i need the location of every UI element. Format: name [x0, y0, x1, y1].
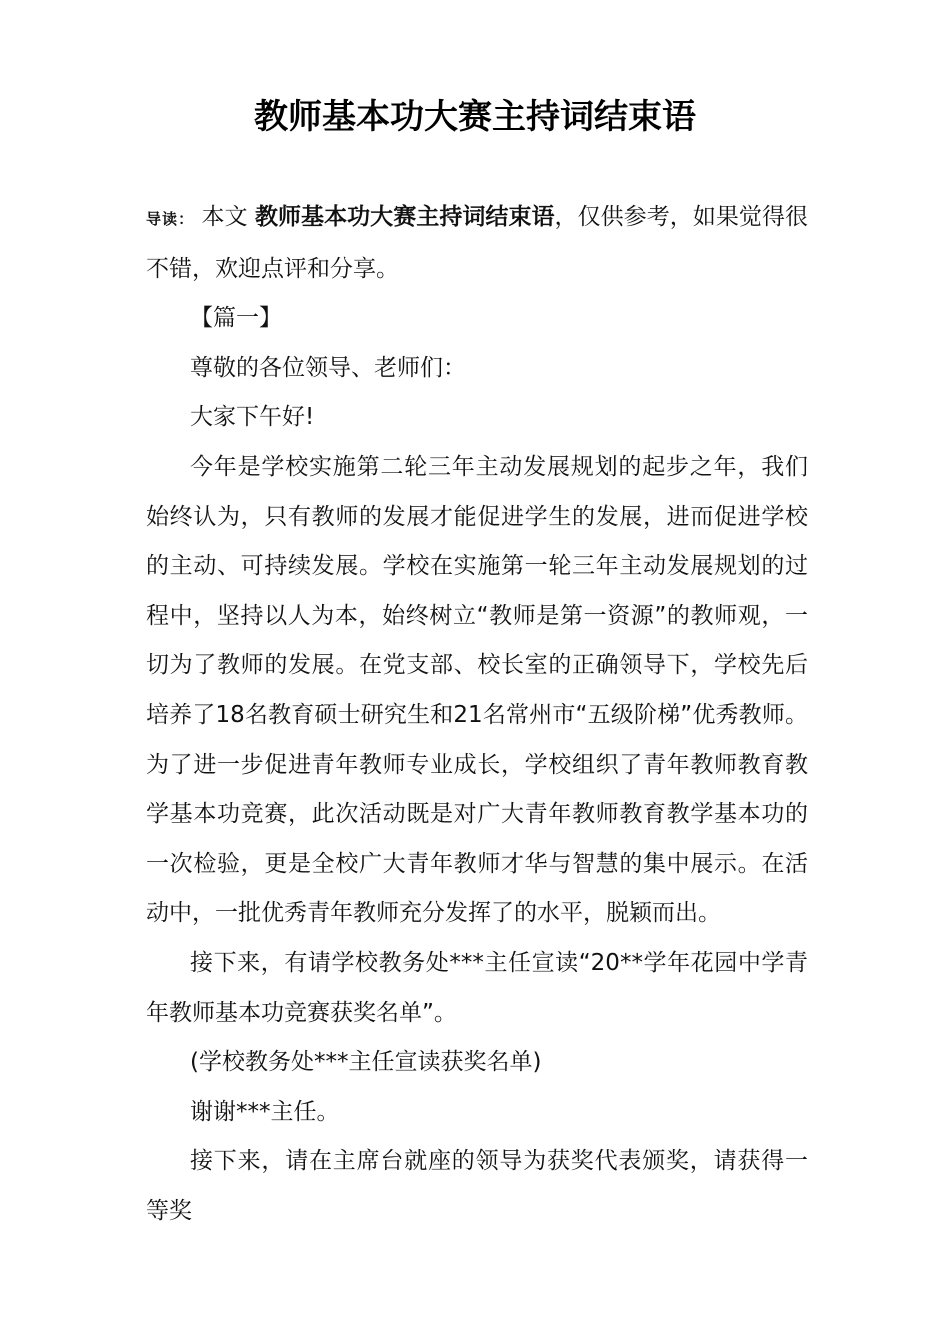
- body-paragraph: 谢谢***主任。: [190, 1098, 340, 1125]
- intro-label: 导读：: [146, 210, 195, 228]
- intro-text-before: 本文: [194, 204, 255, 230]
- salutation-paragraph: 尊敬的各位领导、老师们：: [190, 354, 466, 381]
- section-heading: 【篇一】: [190, 305, 282, 332]
- intro-text-after: ，仅供参考，如果觉得很不错，欢迎点评和分享。: [146, 204, 809, 282]
- intro-paragraph: [146, 193, 808, 294]
- body-paragraph: (学校教务处***主任宣读获奖名单): [190, 1049, 542, 1076]
- body-paragraph: 接下来，有请学校教务处***主任宣读“20**学年花园中学青年教师基本功竞赛获奖名单”。: [146, 949, 808, 1026]
- intro-article-title: 教师基本功大赛主持词结束语: [254, 204, 555, 230]
- document-title: 教师基本功大赛主持词结束语: [254, 97, 696, 137]
- document-body: [146, 193, 808, 1236]
- greeting-paragraph: 大家下午好!: [190, 404, 315, 431]
- body-paragraph: 今年是学校实施第二轮三年主动发展规划的起步之年，我们始终认为，只有教师的发展才能促进学生的发展，进而促进学校的主动、可持续发展。学校在实施第一轮三年主动发展规划的过程中，坚持以人为本，始终树立“教师是第一资源”的教师观，一切为了教师的发展。在党支部、校长室的正确领导下，学校先后培养了18名教育硕士研究生和21名常州市“五级阶梯”优秀教师。为了进一步促进青年教师专业成长，学校组织了青年教师教育教学基本功竞赛，此次活动既是对广大青年教师教育教学基本功的一次检验，更是全校广大青年教师才华与智慧的集中展示。在活动中，一批优秀青年教师充分发挥了的水平，脱颖而出。: [146, 453, 808, 927]
- body-paragraph: 接下来，请在主席台就座的领导为获奖代表颁奖，请获得一等奖: [146, 1148, 808, 1224]
